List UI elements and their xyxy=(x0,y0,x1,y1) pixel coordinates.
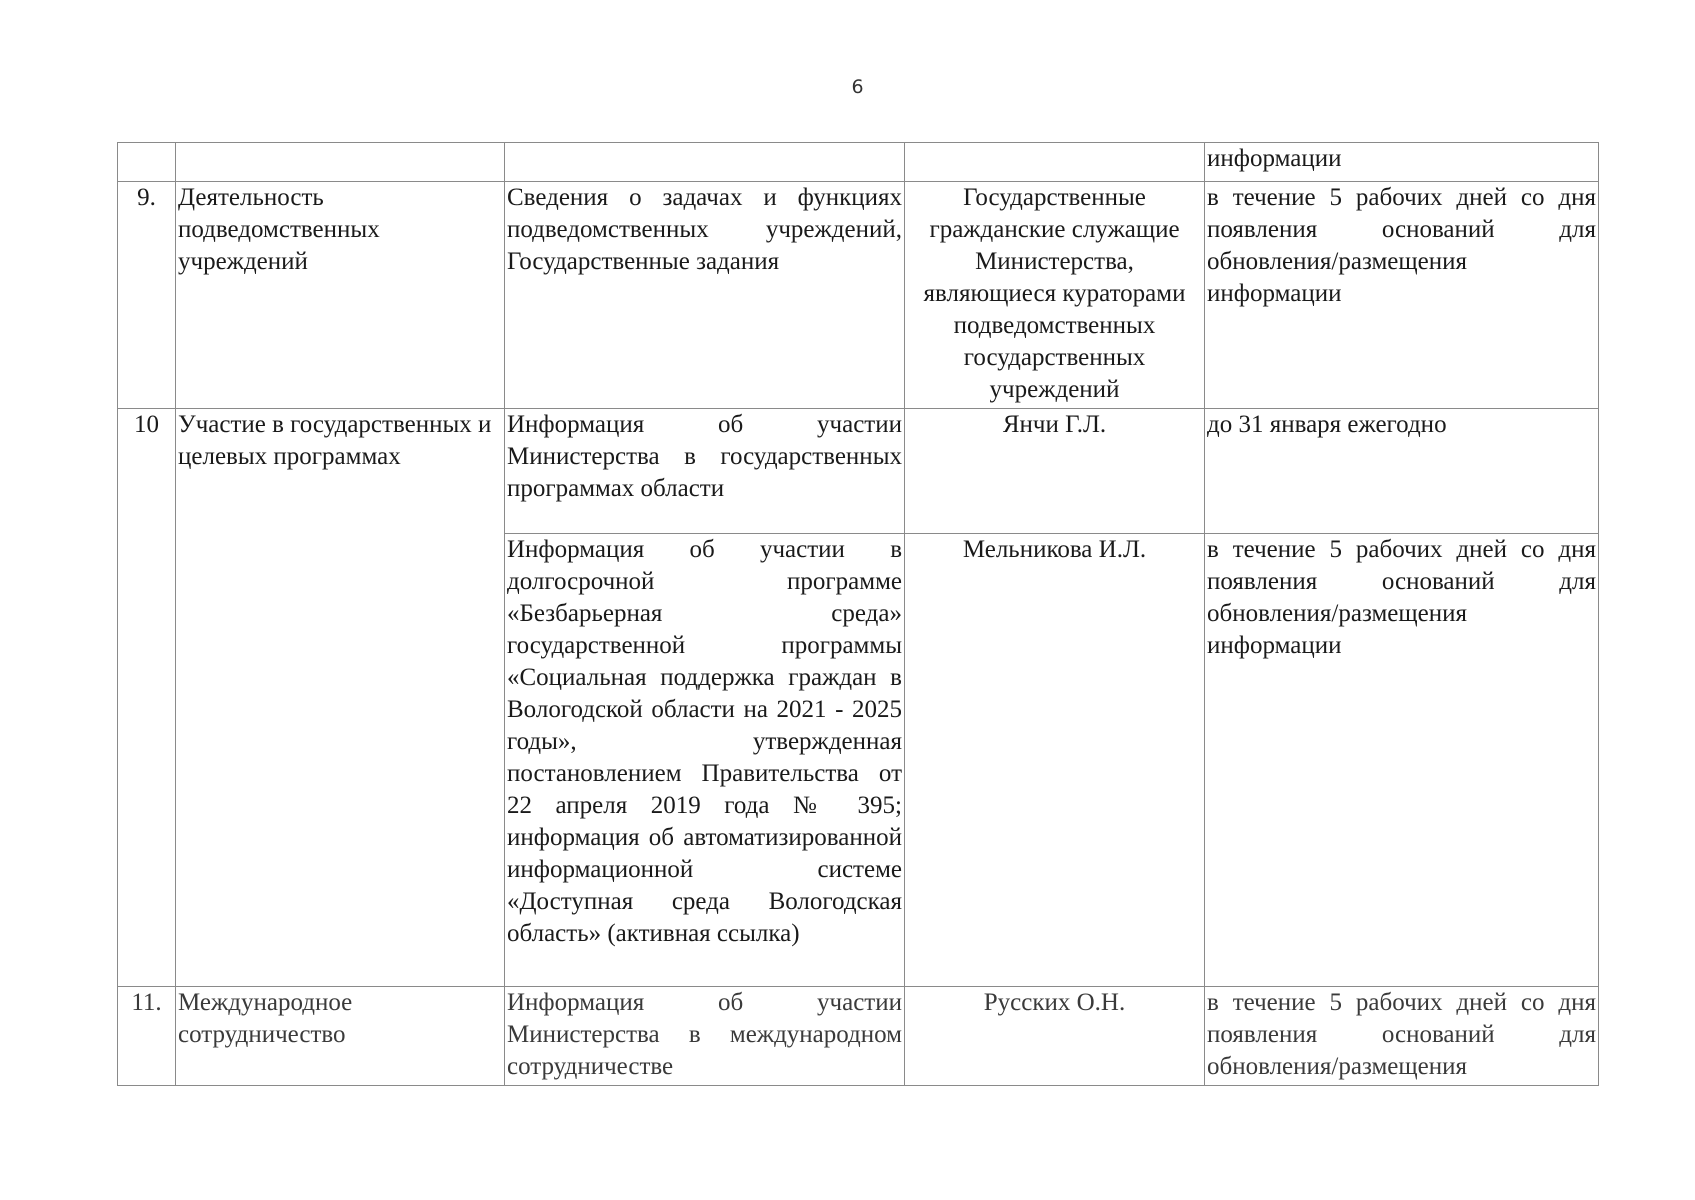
table-row-continuation xyxy=(118,143,1599,182)
info-cell: Информация об участии в долгосрочной программе «Безбарьерная среда» государственной программы «Социальная поддержка граждан в Вологодской области на 2021 - 2025 годы», утвержденная постановлением Правительства от 22 апреля 2019 года № 395; информация об автоматизированной информационной системе «Доступная среда Вологодская область» (активная ссылка) xyxy=(505,534,905,987)
document-table xyxy=(117,142,1599,1086)
section-cell: Деятельность подведомственных учреждений xyxy=(176,182,505,409)
term-cell: до 31 января ежегодно xyxy=(1205,409,1599,534)
cell-empty xyxy=(118,143,176,182)
page-number: 6 xyxy=(851,76,864,98)
table-row xyxy=(118,409,1599,534)
info-cell: Информация об участии Министерства в государственных программах области xyxy=(505,409,905,534)
row-number: 11. xyxy=(118,987,176,1086)
cell-empty xyxy=(505,143,905,182)
responsible-cell: Русских О.Н. xyxy=(905,987,1205,1086)
responsible-cell: Мельникова И.Л. xyxy=(905,534,1205,987)
info-cell: Сведения о задачах и функциях подведомственных учреждений, Государственные задания xyxy=(505,182,905,409)
cell-empty xyxy=(905,143,1205,182)
term-cell: в течение 5 рабочих дней со дня появления оснований для обновления/размещения информации xyxy=(1205,534,1599,987)
term-cell: информации xyxy=(1205,143,1599,182)
cell-empty xyxy=(176,143,505,182)
term-cell: в течение 5 рабочих дней со дня появления оснований для обновления/размещения xyxy=(1205,987,1599,1086)
section-cell: Участие в государственных и целевых программах xyxy=(176,409,505,987)
section-cell: Международное сотрудничество xyxy=(176,987,505,1086)
row-number: 9. xyxy=(118,182,176,409)
responsible-cell: Государственные гражданские служащие Министерства, являющиеся кураторами подведомственных государственных учреждений xyxy=(905,182,1205,409)
table-row xyxy=(118,987,1599,1086)
term-cell: в течение 5 рабочих дней со дня появления оснований для обновления/размещения информации xyxy=(1205,182,1599,409)
responsible-cell: Янчи Г.Л. xyxy=(905,409,1205,534)
info-cell: Информация об участии Министерства в международном сотрудничестве xyxy=(505,987,905,1086)
row-number: 10 xyxy=(118,409,176,987)
table-row xyxy=(118,182,1599,409)
